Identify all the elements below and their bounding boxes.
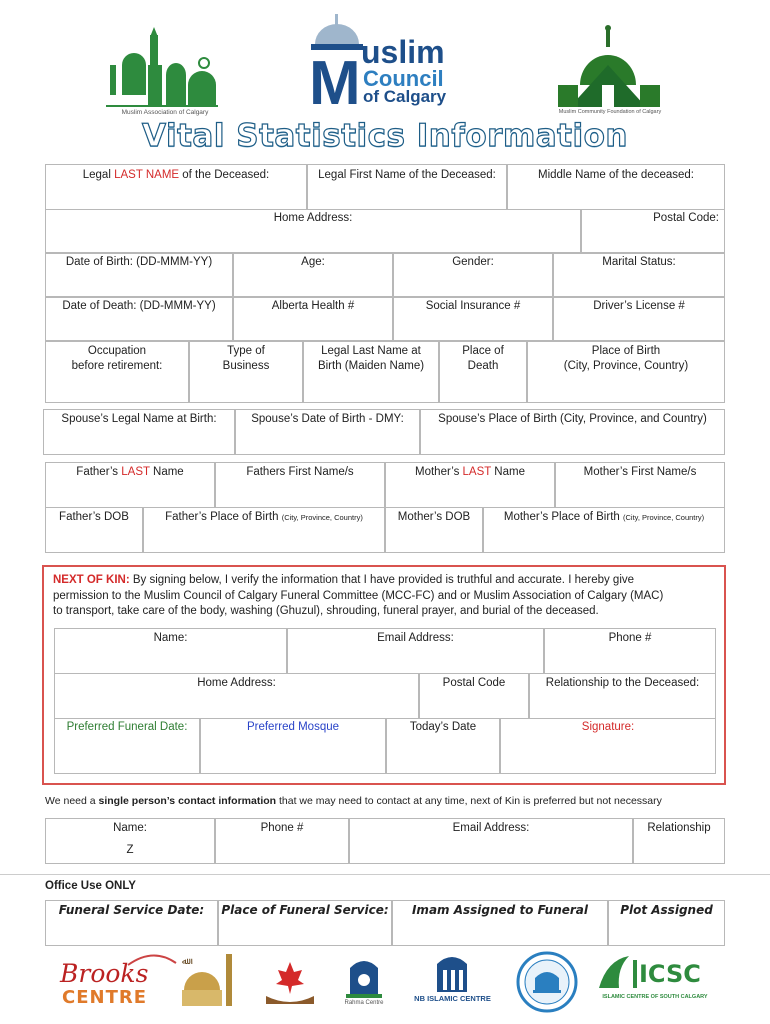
dl-label: Driver’s License # [593,300,685,312]
divider [0,874,770,875]
mother-dob-label: Mother’s DOB [397,511,471,523]
kin-today-label: Today’s Date [409,721,477,733]
maple-leaf-logo [260,950,320,1010]
spouse-dob-label: Spouse’s Date of Birth - DMY: [251,413,404,425]
father-dob-label: Father’s DOB [59,511,129,523]
office-service-date-label: Funeral Service Date: [58,903,205,917]
contact-name-value: Z [126,844,134,856]
circle-seal-icon [515,950,579,1014]
calgary-islamic-logo [515,950,579,1014]
contact-relationship-label: Relationship [647,822,711,834]
office-heading: Office Use ONLY [45,880,136,892]
icsc-logo [595,950,715,1014]
kin-funeral-date-label: Preferred Funeral Date: [66,721,188,733]
spouse-name-label: Spouse’s Legal Name at Birth: [61,413,217,425]
mother-pob-label: Mother’s Place of Birth (City, Province, Country) [503,511,705,523]
kin-postal-label: Postal Code [442,677,506,689]
maple-leaf-icon [260,950,320,1010]
next-of-kin-text: NEXT OF KIN: By signing below, I verify the information that I have provided is truthful and accurate. I hereby give permission to the Muslim Council of Calgary Funeral Committee (MCC-FC) and or Muslim Association of Calgary (MAC) to transport, take care of the body, washing (Ghuzul), shrouding, funeral prayer, and burial of the deceased. [53,574,664,617]
father-first-name-label: Fathers First Name/s [246,466,354,478]
age-label: Age: [301,256,325,268]
lantern-icon [340,950,388,1000]
dod-label: Date of Death: (DD-MMM-YY) [62,300,216,312]
rahma-logo [340,950,388,1012]
brooks-centre-logo [58,955,158,1010]
middle-name-label: Middle Name of the deceased: [538,169,694,181]
father-last-name-label: Father’s LAST Name [76,466,184,478]
council-line3: of Calgary [363,87,447,106]
business-label: Type of Business [222,345,270,372]
mcf-logo [550,25,670,120]
icsc-caption: ISLAMIC CENTRE OF SOUTH CALGARY [602,994,708,1000]
kin-mosque-label: Preferred Mosque [246,721,340,733]
council-logo [305,14,465,109]
postal-code-label: Postal Code: [653,212,719,224]
page-title: Vital Statistics Information [142,118,628,154]
maiden-name-label: Legal Last Name at Birth (Maiden Name) [317,345,425,372]
kin-address-label: Home Address: [197,677,276,689]
mcf-caption: Muslim Community Foundation of Calgary [558,109,662,115]
occupation-label: Occupation before retirement: [71,345,163,372]
contact-name-label: Name: [113,822,147,834]
ahc-label: Alberta Health # [271,300,355,312]
icsc-title: ICSC [639,960,701,988]
kin-phone-label: Phone # [608,632,652,644]
last-name-label: Legal LAST NAME of the Deceased: [82,169,270,181]
rahma-caption: Rahma Centre [344,1000,384,1006]
father-pob-label: Father’s Place of Birth (City, Province, Country) [165,511,363,523]
minaret-icon [405,950,500,994]
brooks-line1: Brooks [60,959,149,988]
spouse-pob-label: Spouse’s Place of Birth (City, Province, and Country) [438,413,707,425]
mac-caption: Muslim Association of Calgary [121,109,209,116]
nb-caption: NB ISLAMIC CENTRE [414,994,491,1003]
contact-email-label: Email Address: [452,822,530,834]
nb-islamic-logo [405,950,500,1012]
contact-phone-label: Phone # [260,822,304,834]
place-of-death-label: Place of Death [462,345,504,372]
marital-label: Marital Status: [602,256,676,268]
mac-logo [100,25,230,120]
svg-text:ﷲ: ﷲ [182,957,188,967]
home-address-label: Home Address: [273,212,353,224]
gender-label: Gender: [452,256,494,268]
kin-email-label: Email Address: [377,632,454,644]
first-name-label: Legal First Name of the Deceased: [318,169,496,181]
place-of-birth-label: Place of Birth (City, Province, Country) [563,345,689,372]
council-line2: Council [363,66,444,91]
mosque-dome-icon [307,14,367,104]
council-initial: M [309,49,361,104]
kin-name-label: Name: [153,632,188,644]
contact-note: We need a single person’s contact information that we may need to contact at any time, next of Kin is preferred but not necessary [45,795,662,807]
council-line1: uslim [361,34,445,70]
office-service-place-label: Place of Funeral Service: [221,903,389,917]
kin-relationship-label: Relationship to the Deceased: [545,677,700,689]
brooks-line2: CENTRE [62,987,148,1008]
office-imam-label: Imam Assigned to Funeral [411,903,589,917]
kin-signature-label: Signature: [581,721,635,733]
sin-label: Social Insurance # [425,300,521,312]
mother-last-name-label: Mother’s LAST Name [415,466,525,478]
mosque-dome-icon [178,950,238,1010]
dob-label: Date of Birth: (DD-MMM-YY) [65,256,213,268]
mosque-footer-logo [178,950,238,1010]
mcf-mosque-icon [550,25,670,110]
mother-first-name-label: Mother’s First Name/s [583,466,697,478]
office-plot-label: Plot Assigned [620,903,713,917]
mac-logo-icon [100,25,230,120]
